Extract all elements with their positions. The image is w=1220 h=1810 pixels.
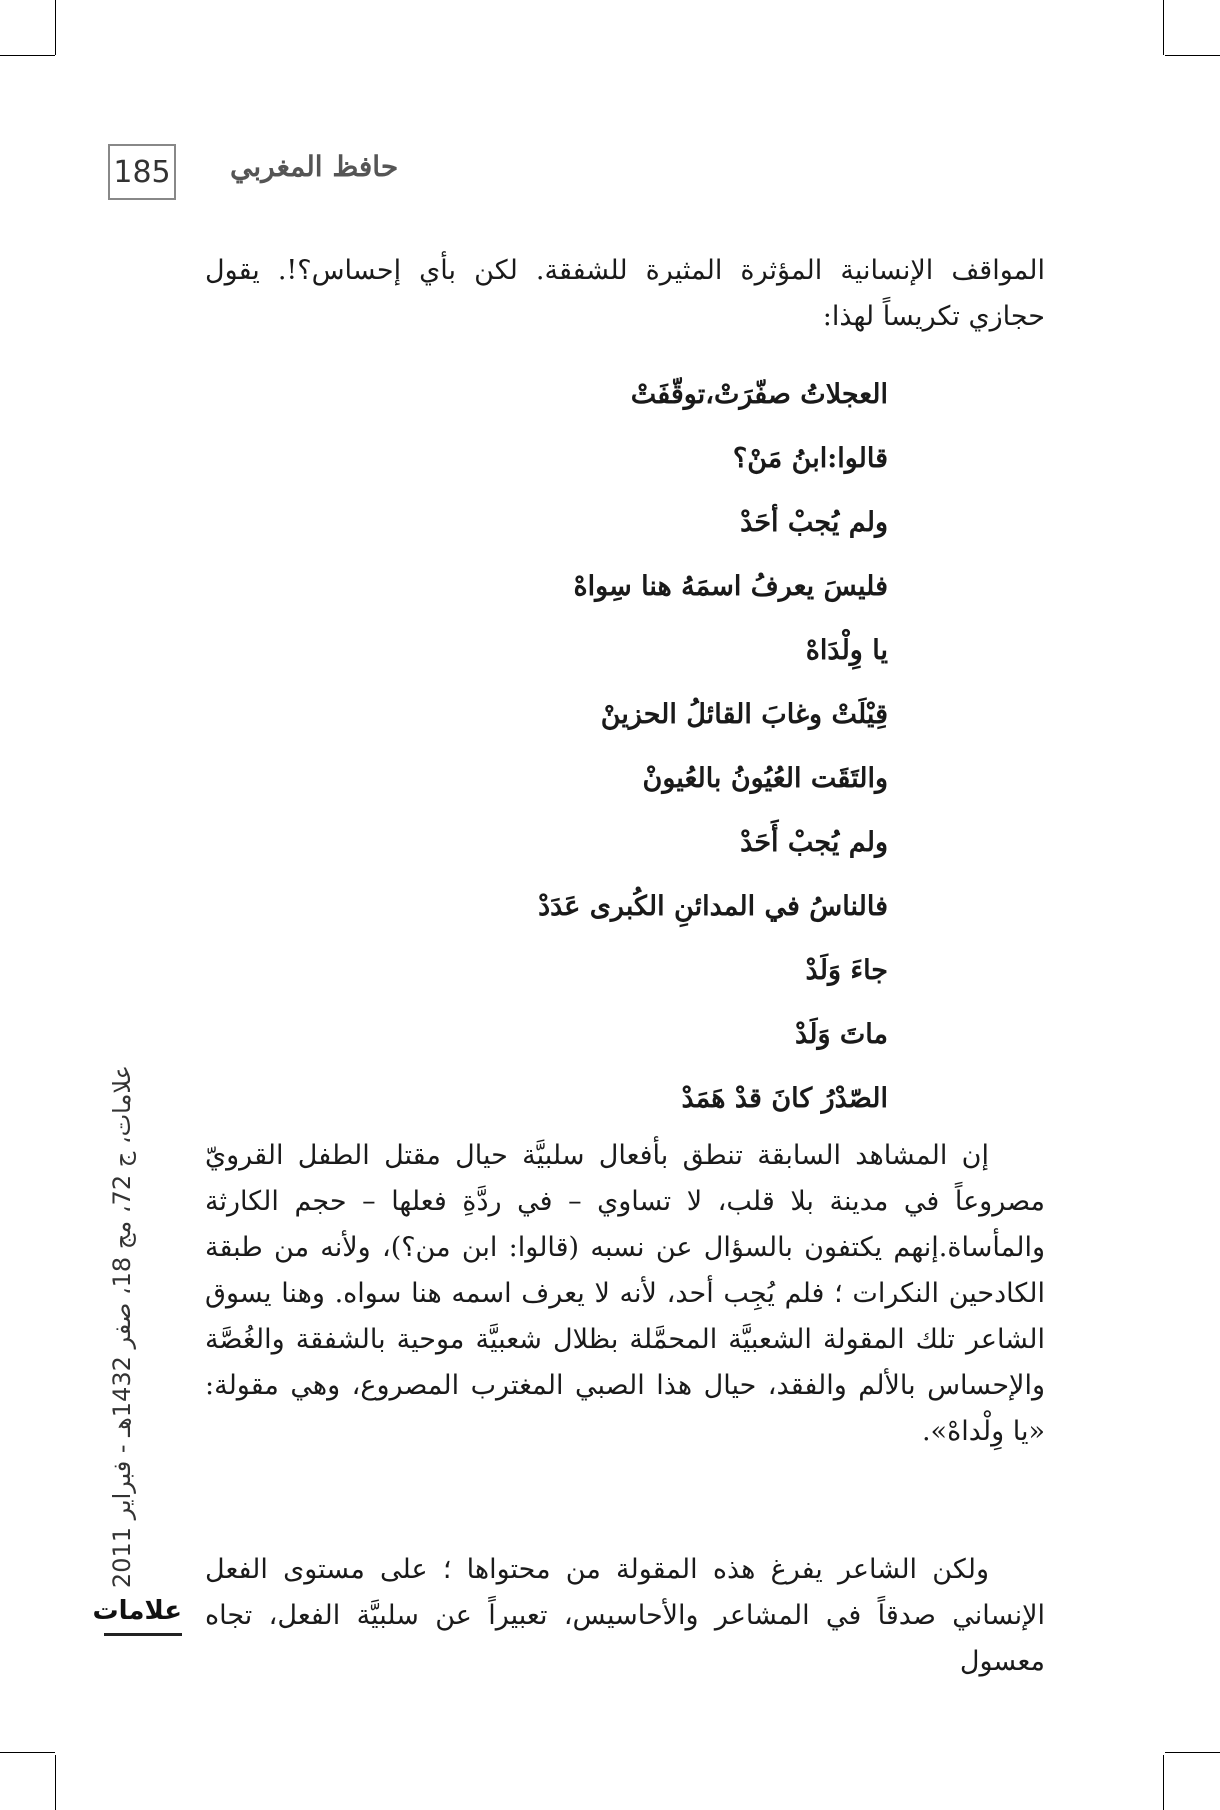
poem-line: ماتَ وَلَدْ — [795, 1019, 888, 1050]
poem-line: جاءَ وَلَدْ — [805, 955, 888, 986]
closing-paragraph: ولكن الشاعر يفرغ هذه المقولة من محتواها ؛ على مستوى الفعل الإنساني صدقاً في المشاعر والأحاسيس، تعبيراً عن سلبيَّة الفعل، تجاه معسول — [205, 1554, 1045, 1677]
crop-mark-top-left-v — [55, 0, 56, 55]
poem-line: ولم يُجبْ أَحَدْ — [740, 827, 888, 858]
analysis-paragraph-block — [205, 1133, 1045, 1455]
crop-mark-bottom-left-v — [55, 1755, 56, 1810]
journal-info: علامات، ج 72، مج 18، صفر 1432هـ - فبراير 2011 — [108, 1065, 136, 1589]
journal-logo: علامات — [104, 1596, 182, 1636]
poem-line: العجلاتُ صفّرَتْ،توقّفَتْ — [630, 379, 888, 410]
crop-mark-top-right-v — [1163, 0, 1164, 55]
poem-line: قِيْلَتْ وغابَ القائلُ الحزينْ — [600, 699, 888, 730]
closing-paragraph-block — [205, 1547, 1045, 1685]
poem-line: ولم يُجبْ أحَدْ — [740, 507, 888, 538]
crop-mark-top-left-h — [0, 55, 55, 56]
crop-mark-bottom-right-h — [1165, 1752, 1220, 1753]
poem-line: يا وِلْدَاهْ — [805, 635, 888, 666]
page-number: 185 — [108, 144, 176, 200]
poem-line: فليسَ يعرفُ اسمَهُ هنا سِواهْ — [573, 571, 888, 602]
poem-line: قالوا:ابنُ مَنْ؟ — [732, 443, 888, 474]
crop-mark-bottom-right-v — [1163, 1755, 1164, 1810]
intro-paragraph: المواقف الإنسانية المؤثرة المثيرة للشفقة. لكن بأي إحساس؟!. يقول حجازي تكريساً لهذا: — [205, 255, 1045, 332]
running-head: حافظ المغربي — [230, 150, 399, 183]
intro-paragraph-block — [205, 248, 1045, 340]
poem — [328, 372, 888, 1140]
crop-mark-bottom-left-h — [0, 1752, 55, 1753]
analysis-paragraph: إن المشاهد السابقة تنطق بأفعال سلبيَّة حيال مقتل الطفل القرويّ مصروعاً في مدينة بلا قلب، لا تساوي – في ردَّةِ فعلها – حجم الكارثة والمأساة.إنهم يكتفون بالسؤال عن نسبه (قالوا: ابن من؟)، ولأنه من طبقة الكادحين النكرات ؛ فلم يُجِب أحد، لأنه لا يعرف اسمه هنا سواه. وهنا يسوق الشاعر تلك المقولة الشعبيَّة المحمَّلة بظلال شعبيَّة موحية بالشفقة والغُصَّة والإحساس بالألم والفقد، حيال هذا الصبي المغترب المصروع، وهي مقولة: «يا وِلْداهْ». — [205, 1140, 1045, 1447]
crop-mark-top-right-h — [1165, 55, 1220, 56]
poem-line: فالناسُ في المدائنِ الكُبرى عَدَدْ — [538, 891, 888, 922]
poem-line: الصّدْرُ كانَ قدْ هَمَدْ — [681, 1083, 888, 1114]
poem-line: والتَقَت العُيُونُ بالعُيونْ — [642, 763, 888, 794]
